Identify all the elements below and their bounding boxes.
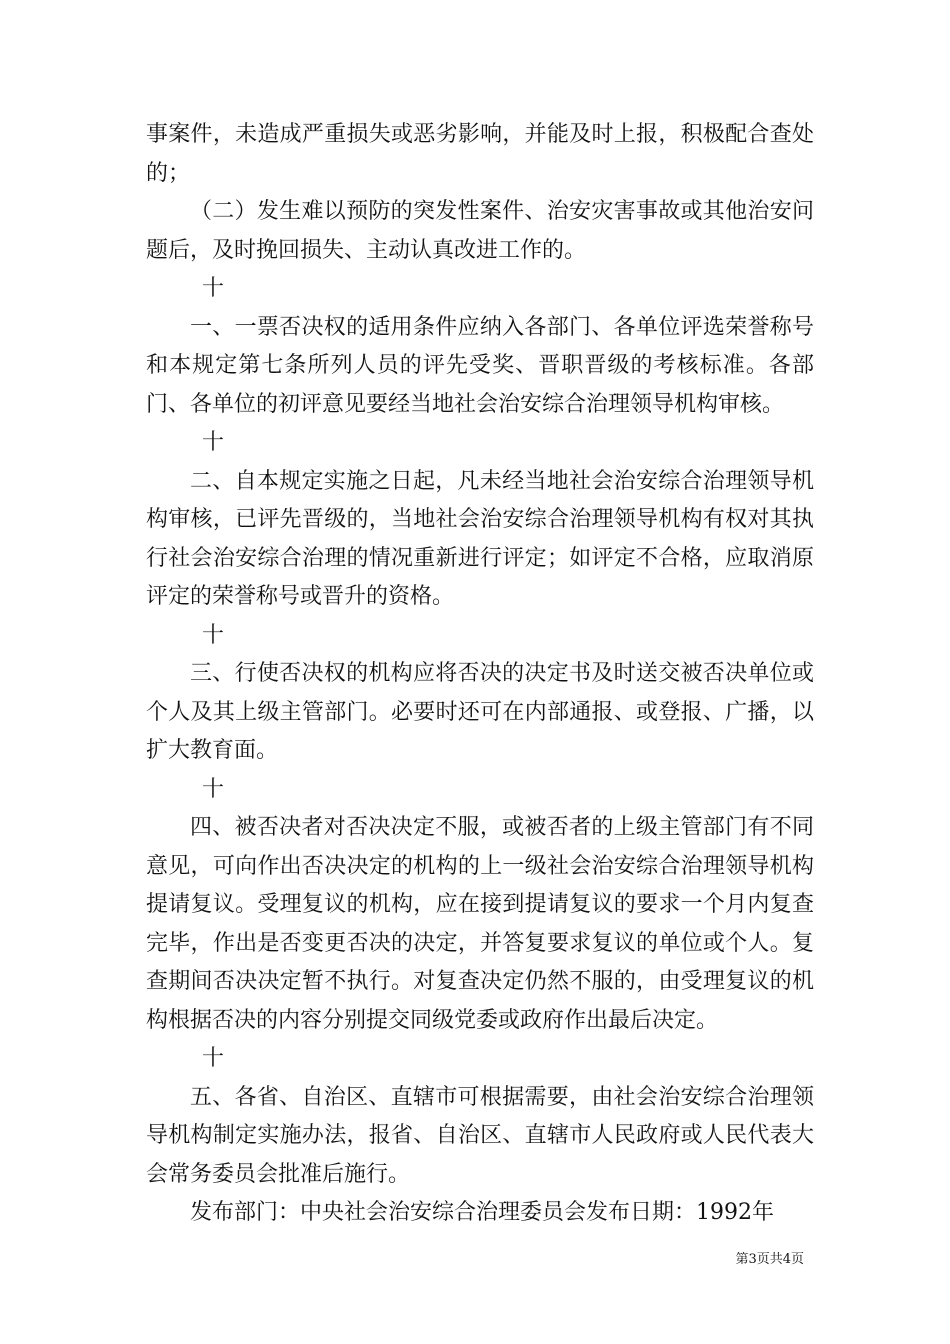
article-number-marker: 十 (202, 276, 225, 301)
article-number-marker: 十 (202, 776, 225, 802)
document-body (146, 116, 814, 1233)
paragraph-article-13: 三、行使否决权的机构应将否决的决定书及时送交被否决单位或个人及其上级主管部门。必要时还可在内部通报、或登报、广播，以扩大教育面。 (146, 661, 814, 763)
paragraph-article-15: 五、各省、自治区、直辖市可根据需要，由社会治安综合治理领导机构制定实施办法，报省、自治区、直辖市人民政府或人民代表大会常务委员会批准后施行。 (146, 1084, 814, 1187)
article-number-marker: 十 (202, 622, 225, 648)
article-number-marker: 十 (202, 430, 225, 455)
paragraph-article-12: 二、自本规定实施之日起，凡未经当地社会治安综合治理领导机构审核，已评先晋级的，当地社会治安综合治理领导机构有权对其执行社会治安综合治理的情况重新进行评定；如评定不合格，应取消原评定的荣誉称号或晋升的资格。 (146, 468, 814, 609)
paragraph-continuation: 事案件，未造成严重损失或恶劣影响，并能及时上报，积极配合查处的； (146, 122, 814, 186)
article-number-marker: 十 (202, 1046, 225, 1071)
publication-info: 发布部门：中央社会治安综合治理委员会发布日期：1992年 (190, 1200, 774, 1225)
paragraph-article-11: 一、一票否决权的适用条件应纳入各部门、各单位评选荣誉称号和本规定第七条所列人员的评先受奖、晋职晋级的考核标准。各部门、各单位的初评意见要经当地社会治安综合治理领导机构审核。 (146, 314, 814, 417)
paragraph-article-14: 四、被否决者对否决决定不服，或被否者的上级主管部门有不同意见，可向作出否决决定的机构的上一级社会治安综合治理领导机构提请复议。受理复议的机构，应在接到提请复议的要求一个月内复查完毕，作出是否变更否决的决定，并答复要求复议的单位或个人。复查期间否决决定暂不执行。对复查决定仍然不服的，由受理复议的机构根据否决的内容分别提交同级党委或政府作出最后决定。 (146, 815, 814, 1033)
paragraph-clause-2: （二）发生难以预防的突发性案件、治安灾害事故或其他治安问题后，及时挽回损失、主动认真改进工作的。 (146, 199, 814, 263)
page-number: 第3页共4页 (735, 1252, 804, 1267)
